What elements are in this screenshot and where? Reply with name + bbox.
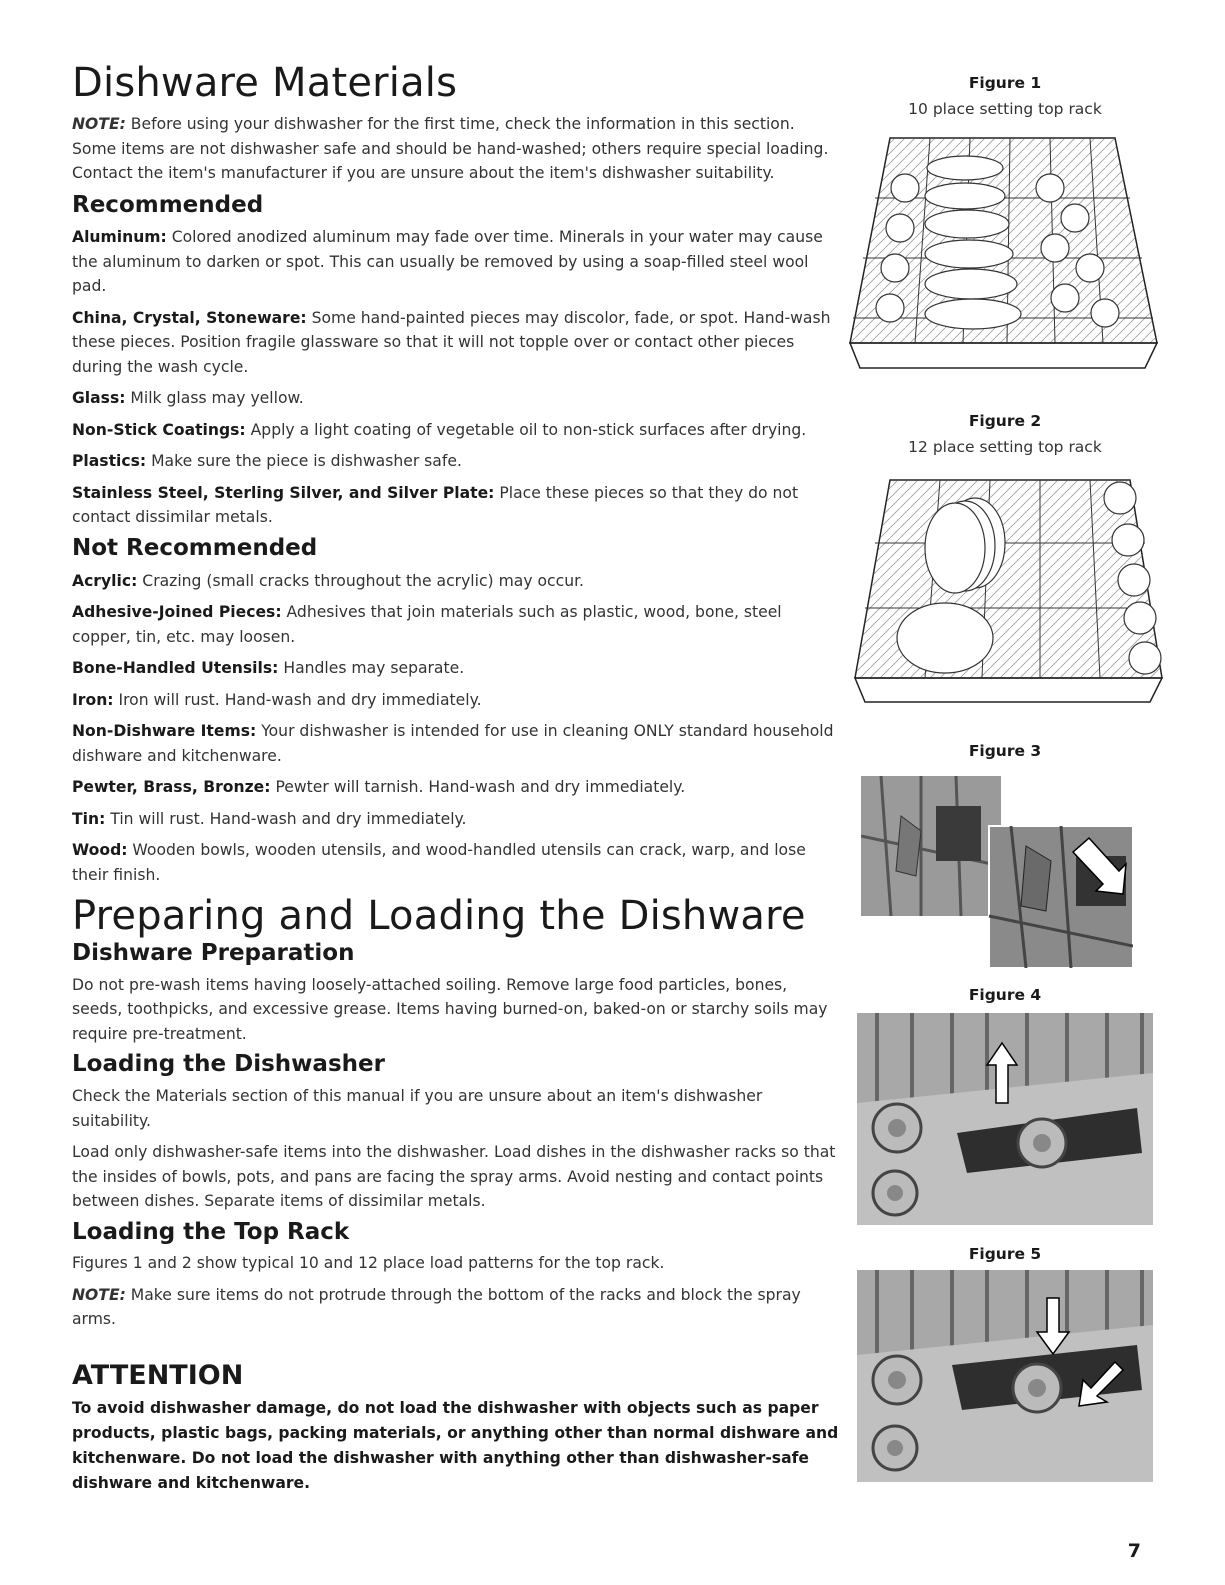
item-term: Non-Dishware Items: [72,722,257,740]
figure-3-photo [861,776,1133,968]
item-text: Make sure the piece is dishwasher safe. [146,452,462,471]
note-label: NOTE: [72,1285,126,1304]
recommended-item [72,306,842,380]
item-term: Plastics: [72,452,147,471]
recommended-item [72,418,842,443]
figure-2-rack-image [850,468,1165,708]
not-recommended-heading: Not Recommended [72,534,318,561]
not-recommended-item [72,838,842,887]
item-text: Pewter will tarnish. Hand-wash and dry immediately. [270,778,686,796]
recommended-item [72,449,842,474]
item-text: Apply a light coating of vegetable oil to non-stick surfaces after drying. [245,420,807,439]
figure-3-label: Figure 3 [968,742,1042,760]
item-term: Wood: [72,841,128,859]
attention-heading: ATTENTION [72,1359,244,1391]
main-column [72,62,842,1496]
recommended-heading: Recommended [72,191,264,218]
not-recommended-item [72,569,842,594]
item-term: Glass: [72,389,126,408]
item-term: Acrylic: [72,571,138,590]
not-recommended-item [72,719,842,768]
item-text: Your dishwasher is intended for use in cleaning ONLY standard household dishware and kitchenware. [72,722,834,765]
item-term: Pewter, Brass, Bronze: [72,778,271,796]
figure-2-caption: 12 place setting top rack [908,438,1102,456]
item-term: Stainless Steel, Sterling Silver, and Silver Plate: [72,483,495,502]
materials-title: Dishware Materials [72,60,458,106]
item-term: Tin: [72,809,106,828]
note-text: Before using your dishwasher for the first time, check the information in this section. Some items are not dishwasher safe and should be hand-washed; others require special loading. Contact the item's manufacturer if you are unsure about the item's dishwasher suitability. [72,115,829,182]
not-recommended-item [72,656,842,681]
figure-1-caption: 10 place setting top rack [908,100,1102,118]
not-recommended-item [72,807,842,832]
note-text: Make sure items do not protrude through the bottom of the racks and block the spray arms. [72,1285,801,1329]
item-term: China, Crystal, Stoneware: [72,308,307,327]
item-text: Place these pieces so that they do not contact dissimilar metals. [72,483,799,527]
item-text: Iron will rust. Hand-wash and dry immediately. [113,690,482,709]
item-text: Tin will rust. Hand-wash and dry immediately. [105,809,467,828]
figure-1-rack-image [845,128,1160,376]
loading-p1: Check the Materials section of this manual if you are unsure about an item's dishwasher suitability. [72,1087,763,1130]
item-term: Aluminum: [72,228,167,247]
recommended-item [72,225,842,299]
figure-2-label: Figure 2 [968,412,1042,430]
item-text: Colored anodized aluminum may fade over time. Minerals in your water may cause the aluminum to darken or spot. This can usually be removed by using a soap-filled steel wool pad. [72,228,823,296]
toprack-p1: Figures 1 and 2 show typical 10 and 12 place load patterns for the top rack. [72,1254,665,1273]
page-number: 7 [1127,1540,1141,1562]
item-text: Crazing (small cracks throughout the acrylic) may occur. [137,571,585,590]
item-text: Adhesives that join materials such as plastic, wood, bone, steel copper, tin, etc. may loosen. [72,603,782,646]
toprack-heading: Loading the Top Rack [72,1218,350,1245]
item-text: Some hand-painted pieces may discolor, fade, or spot. Hand-wash these pieces. Position fragile glassware so that it will not topple over or contact other pieces during the wash cycle. [72,308,831,376]
loading-p2: Load only dishwasher-safe items into the dishwasher. Load dishes in the dishwasher racks so that the insides of bowls, pots, and pans are facing the spray arms. Avoid nesting and contact points between dishes. Separate items of dissimilar metals. [72,1143,836,1210]
attention-text: To avoid dishwasher damage, do not load the dishwasher with objects such as paper products, plastic bags, packing materials, or anything other than normal dishware and kitchenware. Do not load the dishwasher with anything other than dishwasher-safe dishware and kitchenware. [72,1399,839,1493]
figure-4-label: Figure 4 [968,986,1042,1004]
recommended-item [72,481,842,530]
loading-title: Preparing and Loading the Dishware [72,893,806,939]
recommended-item [72,386,842,411]
item-text: Milk glass may yellow. [125,389,304,408]
not-recommended-item [72,688,842,713]
figure-5-photo [857,1270,1153,1482]
not-recommended-item [72,600,842,649]
materials-note [72,112,842,186]
note-label: NOTE: [72,115,126,133]
toprack-note [72,1283,842,1332]
item-term: Bone-Handled Utensils: [72,659,279,677]
loading-heading: Loading the Dishwasher [72,1051,385,1078]
item-term: Non-Stick Coatings: [72,420,246,439]
not-recommended-item [72,775,842,800]
figure-1-label: Figure 1 [968,74,1042,92]
prep-heading: Dishware Preparation [72,940,355,966]
figure-5-label: Figure 5 [968,1245,1042,1263]
prep-text: Do not pre-wash items having loosely-attached soiling. Remove large food particles, bones, seeds, toothpicks, and excessive grease. Items having burned-on, baked-on or starchy soils may require pre-treatment. [72,975,828,1043]
item-text: Handles may separate. [278,659,465,677]
item-term: Adhesive-Joined Pieces: [72,603,282,621]
item-term: Iron: [72,690,114,709]
figure-4-photo [857,1013,1153,1225]
item-text: Wooden bowls, wooden utensils, and wood-handled utensils can crack, warp, and lose their finish. [72,841,806,884]
